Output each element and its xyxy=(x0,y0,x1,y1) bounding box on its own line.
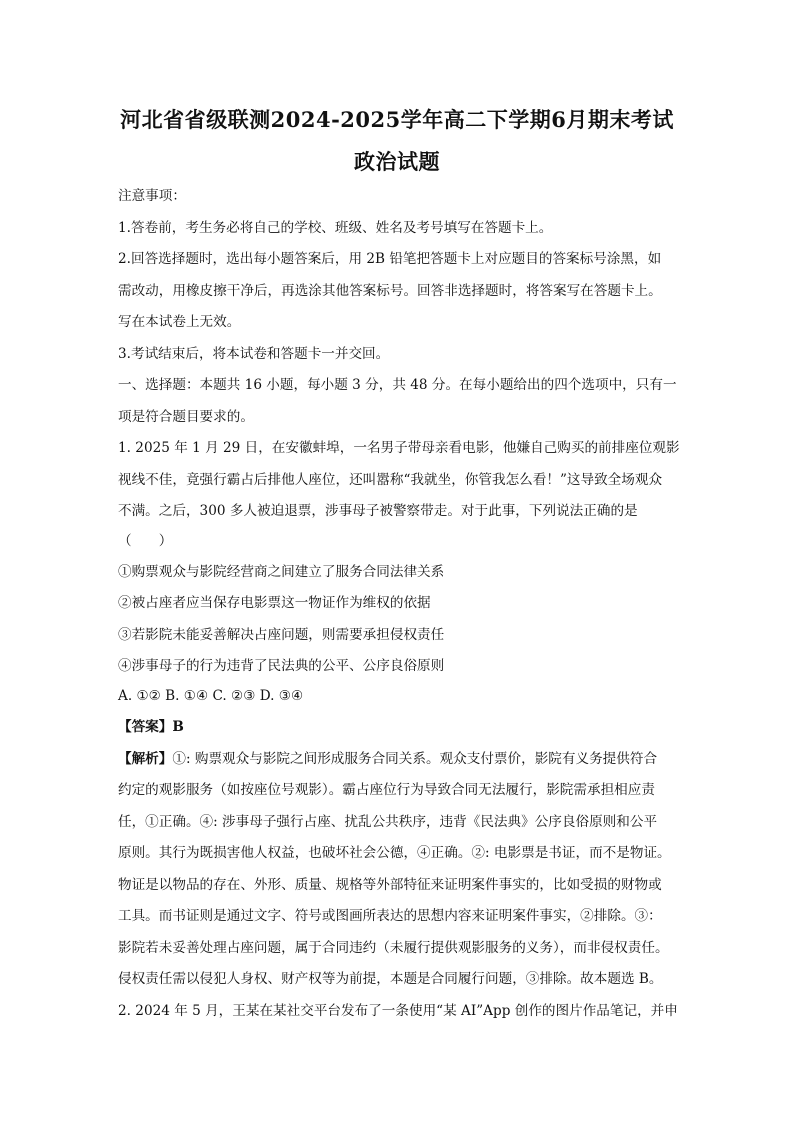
answer: 【答案】B xyxy=(118,719,184,735)
statement-4: ④涉事母子的行为违背了民法典的公平、公序良俗原则 xyxy=(118,658,445,674)
notice-item-2-cont: 写在本试卷上无效。 xyxy=(118,314,241,330)
question-1-stem: 视线不佳，竟强行霸占后排他人座位，还叫嚣称“我就坐，你管我怎么看！”这导致全场观众 xyxy=(118,472,663,488)
analysis: 【解析】①: 购票观众与影院之间形成服务合同关系。观众支付票价，影院有义务提供符合 xyxy=(118,751,658,767)
answer-options: A. ①② B. ①④ C. ②③ D. ③④ xyxy=(118,688,304,704)
statement-2: ②被占座者应当保存电影票这一物证作为维权的依据 xyxy=(118,595,431,611)
notice-heading: 注意事项： xyxy=(118,188,186,204)
notice-item-2: 2.回答选择题时，选出每小题答案后，用 2B 铅笔把答题卡上对应题目的答案标号涂黑，如 xyxy=(118,251,662,267)
statement-3: ③若影院未能妥善解决占座问题，则需要承担侵权责任 xyxy=(118,627,445,643)
analysis-cont: 原则。其行为既损害他人权益，也破坏社会公德，④正确。②: 电影票是书证，而不是物证。 xyxy=(118,845,671,861)
notice-item-1: 1.答卷前，考生务必将自己的学校、班级、姓名及考号填写在答题卡上。 xyxy=(118,220,553,236)
question-2-stem: 2. 2024 年 5 月，王某在某社交平台发布了一条使用“某 AI”App 创作的图片作品笔记，并申 xyxy=(118,1003,678,1019)
section-heading-cont: 项是符合题目要求的。 xyxy=(118,409,254,425)
analysis-cont: 工具。而书证则是通过文字、符号或图画所表达的思想内容来证明案件事实，②排除。③： xyxy=(118,908,662,924)
analysis-cont: 约定的观影服务（如按座位号观影）。霸占座位行为导致合同无法履行，影院需承担相应责 xyxy=(118,782,655,798)
notice-item-2-cont: 需改动，用橡皮擦干净后，再选涂其他答案标号。回答非选择题时，将答案写在答题卡上。 xyxy=(118,283,662,299)
notice-item-3: 3.考试结束后，将本试卷和答题卡一并交回。 xyxy=(118,346,390,362)
question-1-blank: （ ） xyxy=(118,533,173,549)
question-1-stem: 不满。之后，300 多人被迫退票，涉事母子被警察带走。对于此事，下列说法正确的是 xyxy=(118,503,638,519)
statement-1: ①购票观众与影院经营商之间建立了服务合同法律关系 xyxy=(118,564,445,580)
section-heading: 一、选择题：本题共 16 小题，每小题 3 分，共 48 分。在每小题给出的四个选项中，只有一 xyxy=(118,377,677,393)
analysis-cont: 侵权责任需以侵犯人身权、财产权等为前提，本题是合同履行问题，③排除。故本题选 B。 xyxy=(118,971,663,987)
analysis-label: 【解析】 xyxy=(118,751,173,767)
analysis-cont: 影院若未妥善处理占座问题，属于合同违约（未履行提供观影服务的义务），而非侵权责任。 xyxy=(118,940,669,956)
analysis-cont: 物证是以物品的存在、外形、质量、规格等外部特征来证明案件事实的，比如受损的财物或 xyxy=(118,877,662,893)
question-1-stem: 1. 2025 年 1 月 29 日，在安徽蚌埠，一名男子带母亲看电影，他嫌自己购买的前排座位观影 xyxy=(118,440,680,456)
exam-subtitle: 政治试题 xyxy=(354,149,440,174)
exam-title: 河北省省级联测2024-2025学年高二下学期6月期末考试 xyxy=(120,107,674,132)
analysis-cont: 任，①正确。④: 涉事母子强行占座、扰乱公共秩序，违背《民法典》公序良俗原则和公平 xyxy=(118,814,658,830)
